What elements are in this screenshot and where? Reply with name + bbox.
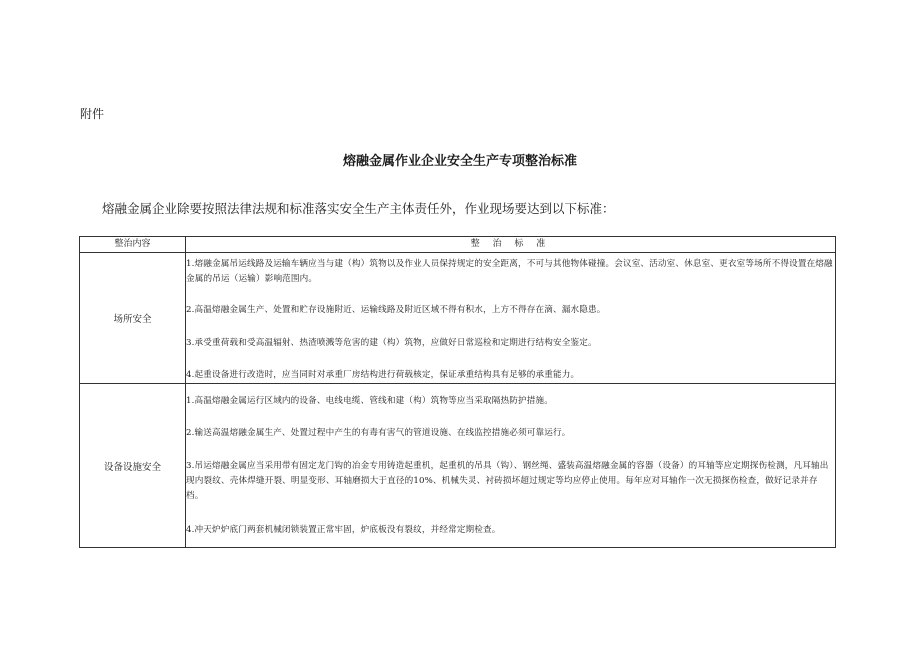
- standard-item: 4.冲天炉炉底门两套机械闭锁装置正常牢固，炉底板没有裂纹，并经常定期检查。: [186, 524, 501, 535]
- table-row: [80, 384, 836, 548]
- table-row: [80, 253, 836, 384]
- standard-item: 1.高温熔融金属运行区域内的设备、电线电缆、管线和建（构）筑物等应当采取隔热防护措施。: [186, 395, 553, 406]
- header-category: 整治内容: [80, 237, 186, 253]
- standards-table: [79, 236, 836, 548]
- attachment-label: 附件: [80, 107, 105, 121]
- standard-item: 4.起重设备进行改造时，应当同时对承重厂房结构进行荷载核定，保证承重结构具有足够的承重能力。: [186, 369, 580, 380]
- row-category: 场所安全: [80, 253, 186, 384]
- standard-item: 1.熔融金属吊运线路及运输车辆应当与建（构）筑物以及作业人员保持规定的安全距离，不可与其他物体碰撞。会议室、活动室、休息室、更衣室等场所不得设置在熔融金属的吊运（运输）影响范围内。: [186, 258, 833, 284]
- table-header-row: [80, 237, 836, 253]
- row-items: [186, 384, 836, 548]
- standard-item: 2.输送高温熔融金属生产、处置过程中产生的有毒有害气的管道设施、在线监控措施必须可靠运行。: [186, 427, 571, 438]
- document-title: 熔融金属作业企业安全生产专项整治标准: [342, 154, 577, 169]
- standard-item: 3.吊运熔融金属应当采用带有固定龙门钩的冶金专用铸造起重机，起重机的吊具（钩）、钢丝绳、盛装高温熔融金属的容器（设备）的耳轴等应定期探伤检测，凡耳轴出现内裂纹、壳体焊缝开裂、明显变形、耳轴磨损大于直径的10%、机械失灵、衬砖损坏超过规定等均应停止使用。每年应对耳轴作一次无损探伤检查，做好记录并存档。: [186, 460, 829, 501]
- standard-item: 3.承受重荷载和受高温辐射、热渣喷溅等危害的建（构）筑物，应做好日常巡检和定期进行结构安全鉴定。: [186, 337, 597, 348]
- intro-paragraph: 熔融金属企业除要按照法律法规和标准落实安全生产主体责任外，作业现场要达到以下标准：: [102, 201, 615, 216]
- row-category: 设备设施安全: [80, 384, 186, 548]
- header-standard: 整 治 标 准: [186, 237, 836, 253]
- row-items: [186, 253, 836, 384]
- standard-item: 2.高温熔融金属生产、处置和贮存设施附近、运输线路及附近区域不得有积水，上方不得存在滴、漏水隐患。: [186, 304, 606, 315]
